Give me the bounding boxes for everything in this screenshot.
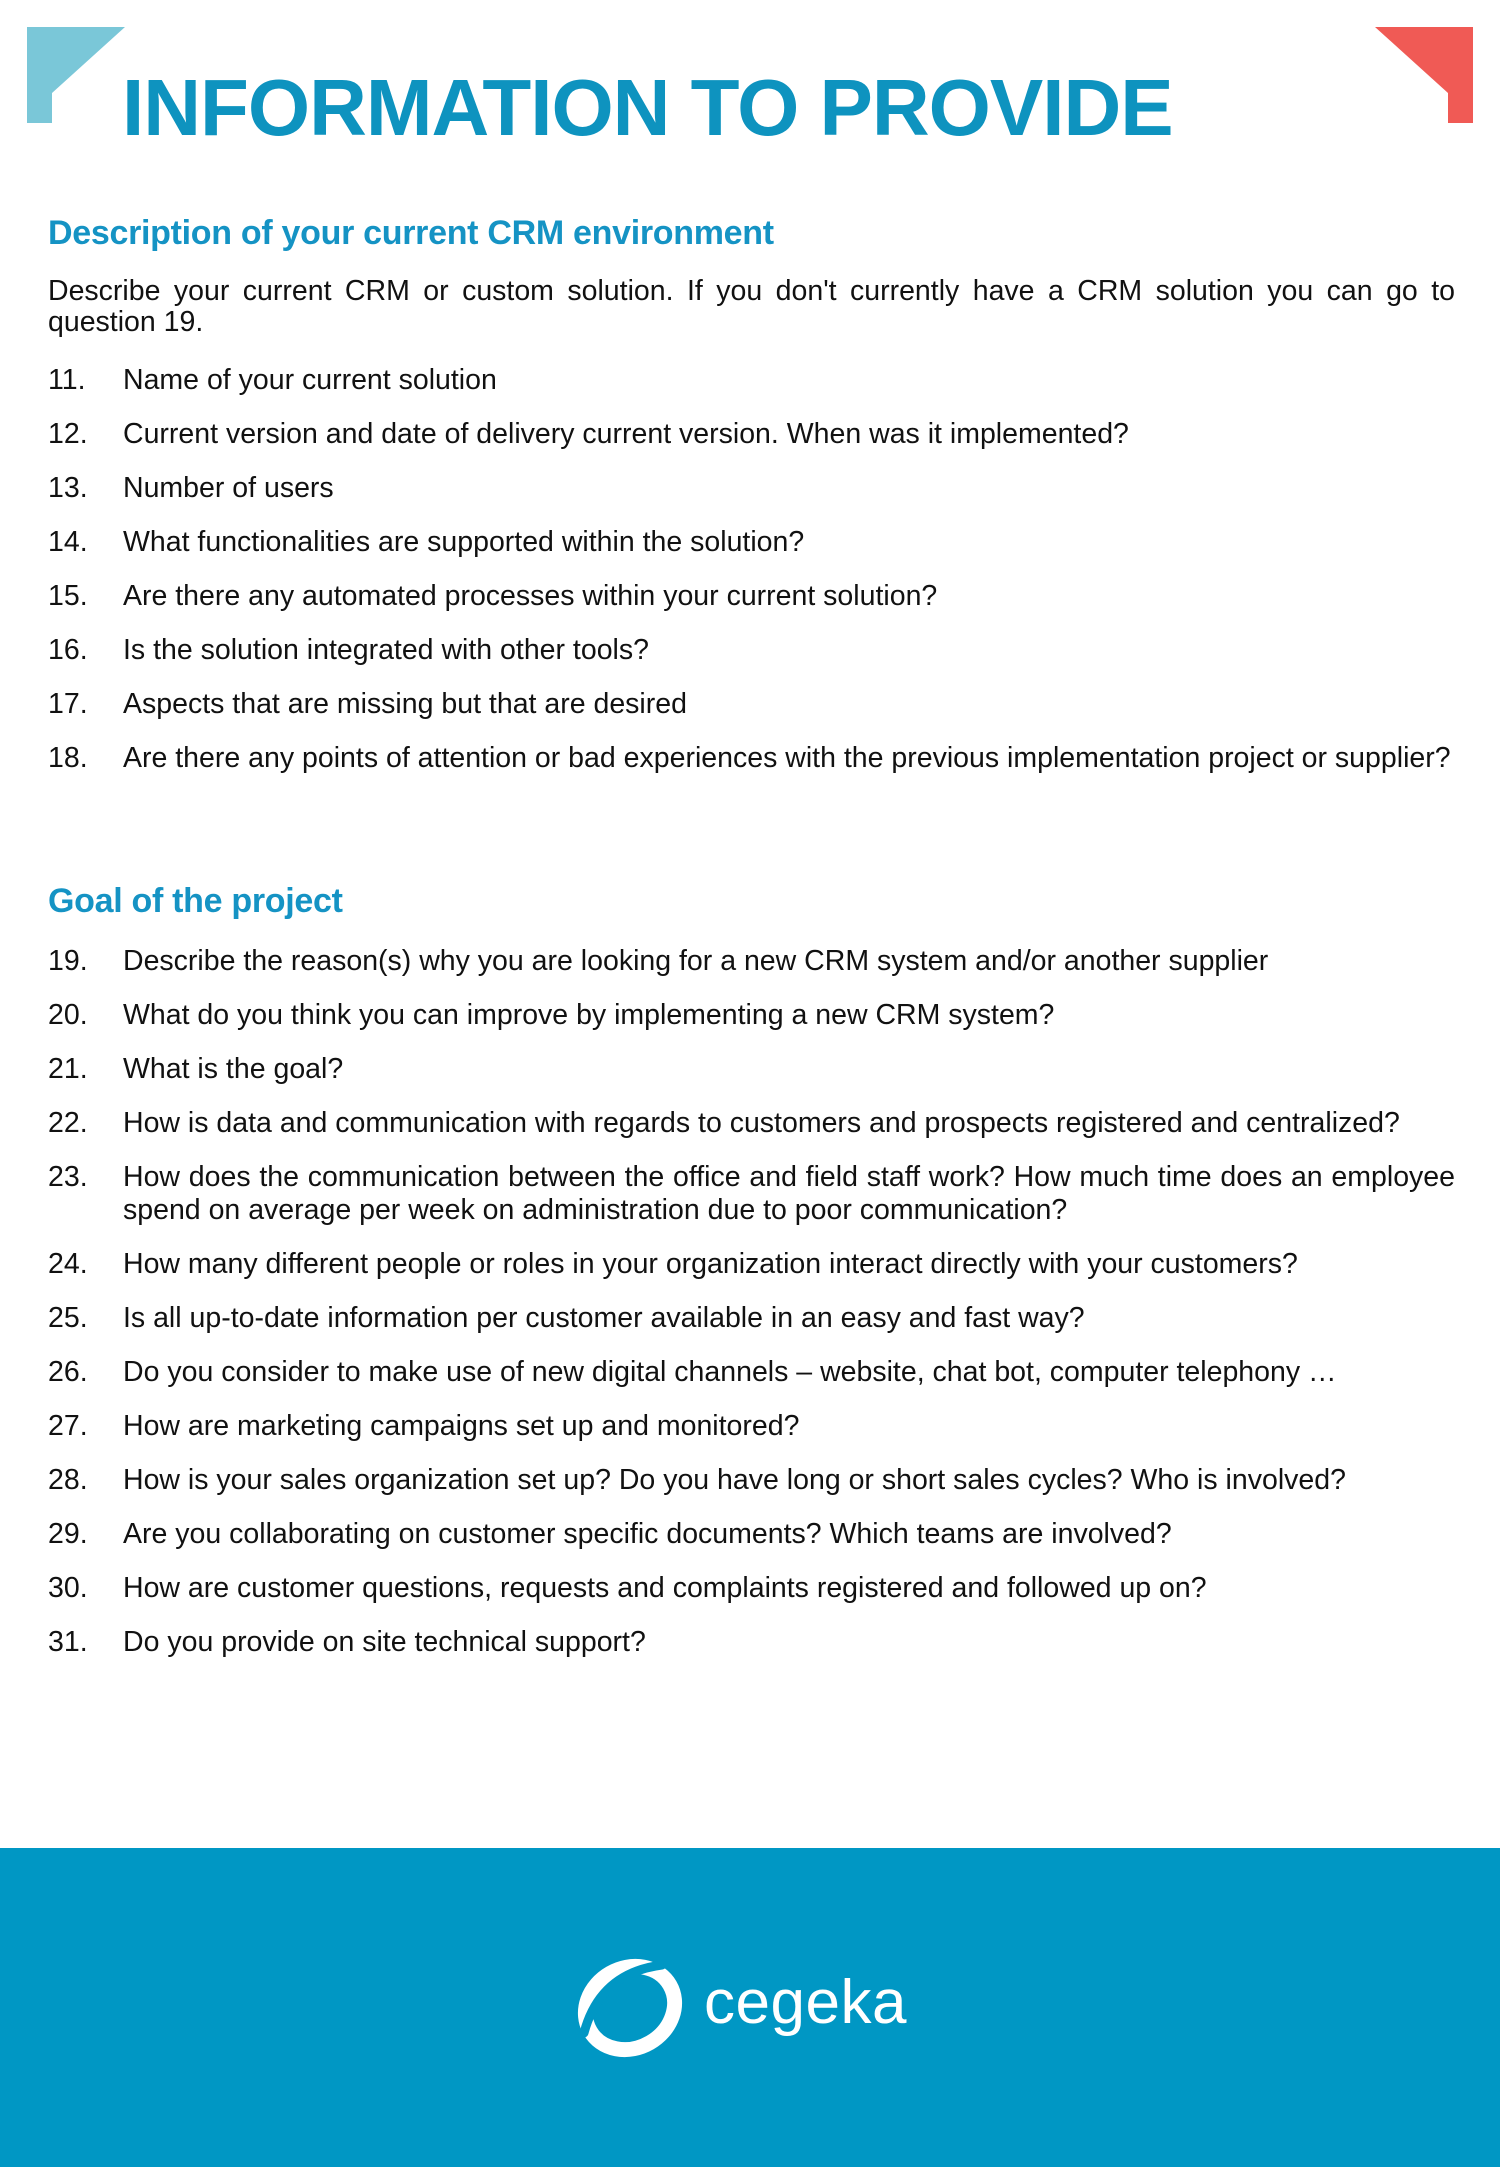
question-number: 28. [48, 1464, 88, 1496]
question-text: How are customer questions, requests and complaints registered and followed up on? [123, 1572, 1207, 1604]
question-text: Do you provide on site technical support? [123, 1626, 646, 1658]
question-list-crm-environment [48, 364, 1455, 775]
question-text: Name of your current solution [123, 364, 497, 396]
question-item [48, 1518, 1455, 1551]
question-text: Are there any automated processes within your current solution? [123, 580, 938, 612]
section-intro: Describe your current CRM or custom solution. If you don't currently have a CRM solution you can go to question 19. [48, 275, 1455, 338]
question-text: How many different people or roles in your organization interact directly with your customers? [123, 1248, 1298, 1280]
question-item [48, 1302, 1455, 1335]
question-text: What do you think you can improve by implementing a new CRM system? [123, 999, 1055, 1031]
question-item [48, 999, 1455, 1032]
question-number: 14. [48, 526, 88, 558]
section-heading-crm-environment: Description of your current CRM environment [48, 214, 774, 252]
company-logo [570, 1953, 910, 2063]
question-number: 27. [48, 1410, 88, 1442]
question-number: 30. [48, 1572, 88, 1604]
question-text: Aspects that are missing but that are desired [123, 688, 687, 720]
question-list-goal [48, 945, 1455, 1659]
question-text: What is the goal? [123, 1053, 344, 1085]
question-text: Is the solution integrated with other tools? [123, 634, 649, 666]
question-item [48, 742, 1455, 775]
question-number: 26. [48, 1356, 88, 1388]
question-number: 21. [48, 1053, 88, 1085]
question-item [48, 1410, 1455, 1443]
question-text: How is data and communication with regards to customers and prospects registered and centralized? [123, 1107, 1400, 1139]
question-number: 24. [48, 1248, 88, 1280]
question-number: 20. [48, 999, 88, 1031]
question-number: 22. [48, 1107, 88, 1139]
question-number: 11. [48, 364, 86, 396]
question-item [48, 1356, 1455, 1389]
question-item [48, 634, 1455, 667]
question-text: Is all up-to-date information per customer available in an easy and fast way? [123, 1302, 1085, 1334]
cegeka-logo-icon [570, 1953, 690, 2063]
question-item [48, 580, 1455, 613]
corner-decoration-left [27, 27, 125, 123]
question-item [48, 1248, 1455, 1281]
question-item [48, 526, 1455, 559]
question-text: How does the communication between the office and field staff work? How much time does an employee spend on average per week on administration due to poor communication? [123, 1161, 1455, 1226]
question-text: What functionalities are supported within the solution? [123, 526, 805, 558]
question-number: 13. [48, 472, 88, 504]
question-text: Are there any points of attention or bad experiences with the previous implementation project or supplier? [123, 742, 1451, 774]
logo-wordmark: cegeka [704, 1968, 907, 2037]
question-number: 18. [48, 742, 88, 774]
question-number: 16. [48, 634, 88, 666]
question-number: 31. [48, 1626, 88, 1658]
page-title: INFORMATION TO PROVIDE [122, 63, 1173, 152]
question-item [48, 472, 1455, 505]
question-number: 17. [48, 688, 88, 720]
question-item [48, 1572, 1455, 1605]
question-text: Do you consider to make use of new digital channels – website, chat bot, computer telephony … [123, 1356, 1337, 1388]
section-heading-goal: Goal of the project [48, 882, 343, 920]
footer-band [0, 1848, 1500, 2167]
question-text: Current version and date of delivery current version. When was it implemented? [123, 418, 1129, 450]
question-item [48, 1626, 1455, 1659]
question-number: 23. [48, 1161, 88, 1193]
question-text: How are marketing campaigns set up and monitored? [123, 1410, 800, 1442]
question-number: 25. [48, 1302, 88, 1334]
question-item [48, 1161, 1455, 1227]
question-number: 29. [48, 1518, 88, 1550]
question-item [48, 1053, 1455, 1086]
question-text: How is your sales organization set up? Do you have long or short sales cycles? Who is involved? [123, 1464, 1346, 1496]
question-text: Are you collaborating on customer specific documents? Which teams are involved? [123, 1518, 1172, 1550]
question-item [48, 945, 1455, 978]
question-text: Describe the reason(s) why you are looking for a new CRM system and/or another supplier [123, 945, 1269, 977]
question-number: 12. [48, 418, 88, 450]
question-item [48, 1464, 1455, 1497]
corner-decoration-right [1375, 27, 1473, 123]
question-item [48, 418, 1455, 451]
question-item [48, 364, 1455, 397]
question-text: Number of users [123, 472, 334, 504]
question-item [48, 688, 1455, 721]
question-number: 19. [48, 945, 88, 977]
question-number: 15. [48, 580, 88, 612]
question-item [48, 1107, 1455, 1140]
